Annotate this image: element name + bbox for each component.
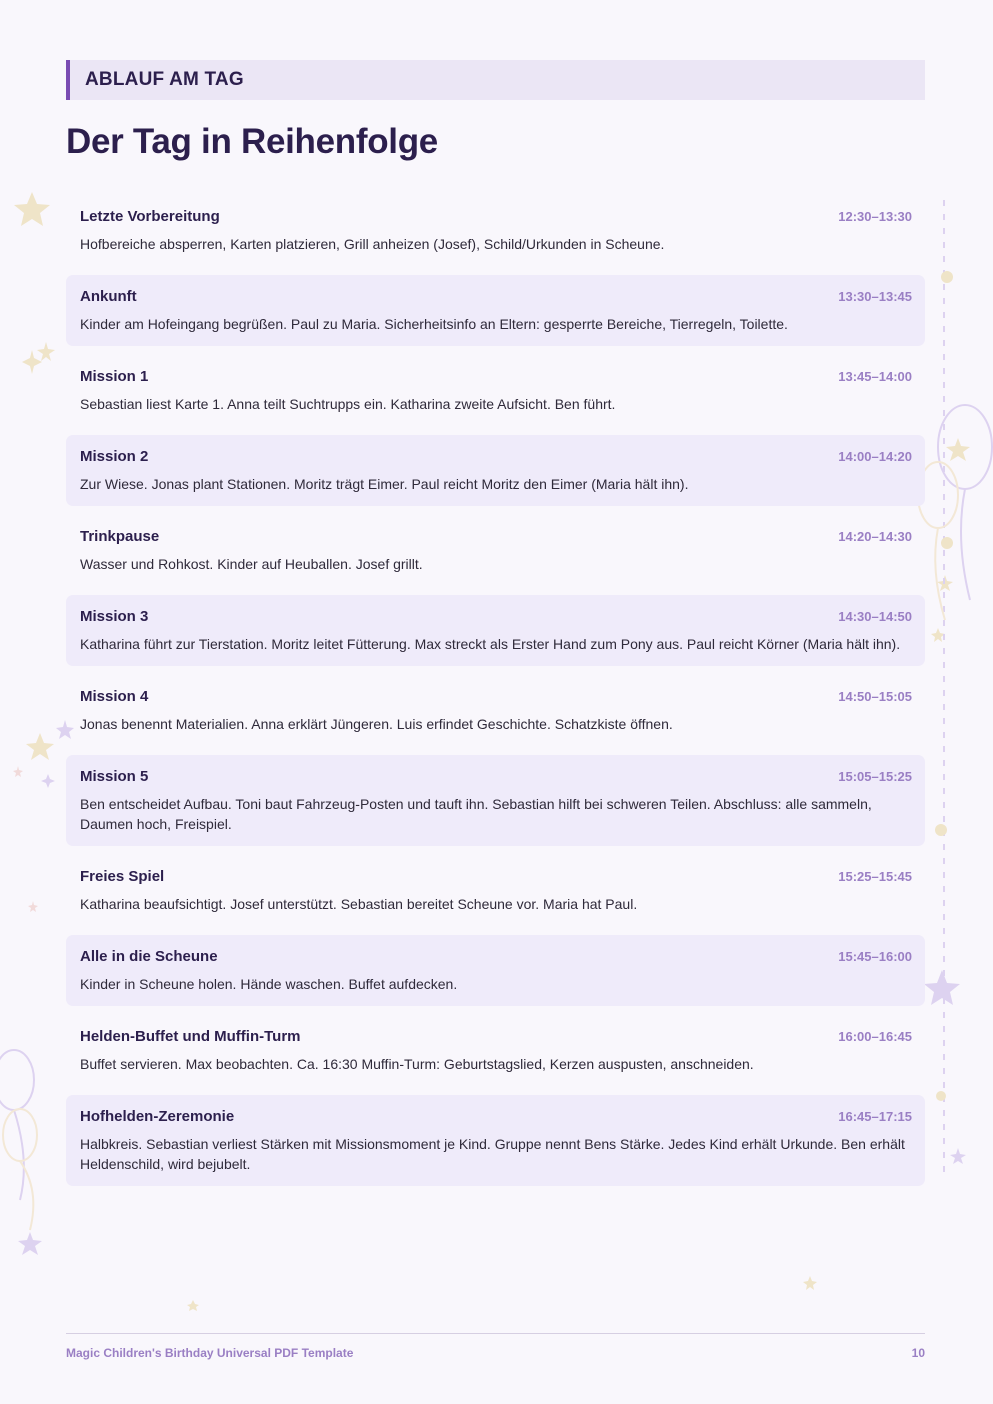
item-description: Buffet servieren. Max beobachten. Ca. 16:30 Muffin-Turm: Geburtstagslied, Kerzen auspusten, anschneiden. bbox=[80, 1056, 754, 1072]
star-icon bbox=[950, 1148, 966, 1164]
item-title: Mission 5 bbox=[80, 768, 149, 785]
footer-template-name: Magic Children's Birthday Universal PDF Template bbox=[66, 1346, 354, 1360]
item-time: 13:45–14:00 bbox=[838, 369, 912, 384]
schedule-item bbox=[66, 515, 925, 586]
item-time: 14:50–15:05 bbox=[838, 689, 912, 704]
item-title: Mission 2 bbox=[80, 448, 149, 465]
item-title: Freies Spiel bbox=[80, 868, 165, 885]
star-icon bbox=[931, 628, 945, 642]
star-icon bbox=[26, 733, 54, 760]
schedule-item bbox=[66, 755, 925, 846]
item-description: Wasser und Rohkost. Kinder auf Heuballen. Josef grillt. bbox=[80, 556, 423, 572]
star-icon bbox=[924, 970, 960, 1005]
star-icon bbox=[14, 192, 50, 226]
schedule-item bbox=[66, 935, 925, 1006]
star-icon bbox=[803, 1276, 817, 1290]
item-time: 14:00–14:20 bbox=[838, 449, 912, 464]
balloon-icon bbox=[938, 405, 992, 600]
item-description: Hofbereiche absperren, Karten platzieren, Grill anheizen (Josef), Schild/Urkunden in Scheune. bbox=[80, 236, 665, 252]
schedule-item bbox=[66, 675, 925, 746]
item-description: Katharina beaufsichtigt. Josef unterstützt. Sebastian bereitet Scheune vor. Maria hat Paul. bbox=[80, 896, 638, 912]
schedule-item bbox=[66, 595, 925, 666]
star-icon bbox=[41, 774, 55, 788]
balloon-icon bbox=[3, 1109, 37, 1230]
item-description: Zur Wiese. Jonas plant Stationen. Moritz trägt Eimer. Paul reicht Moritz den Eimer (Maria hält ihn). bbox=[80, 476, 689, 492]
item-time: 14:30–14:50 bbox=[838, 609, 912, 624]
item-time: 15:05–15:25 bbox=[838, 769, 912, 784]
schedule-item bbox=[66, 195, 925, 266]
item-title: Mission 4 bbox=[80, 688, 149, 705]
item-description: Jonas benennt Materialien. Anna erklärt Jüngeren. Luis erfindet Geschichte. Schatzkiste öffnen. bbox=[80, 716, 673, 732]
star-icon bbox=[22, 350, 42, 374]
schedule-item bbox=[66, 355, 925, 426]
balloon-icon bbox=[0, 1050, 34, 1200]
item-title: Mission 1 bbox=[80, 368, 149, 385]
star-icon bbox=[187, 1300, 199, 1311]
section-header-bar bbox=[66, 60, 925, 100]
page-number: 10 bbox=[911, 1346, 925, 1360]
item-title: Letzte Vorbereitung bbox=[80, 208, 220, 225]
schedule-item bbox=[66, 1095, 925, 1186]
item-description: Kinder am Hofeingang begrüßen. Paul zu Maria. Sicherheitsinfo an Eltern: gesperrte Bereiche, Tierregeln, Toilette. bbox=[80, 316, 788, 332]
item-description: Halbkreis. Sebastian verliest Stärken mit Missionsmoment je Kind. Gruppe nennt Bens Stärke. Jedes Kind erhält Urkunde. Ben erhält Heldenschild, wird bejubelt. bbox=[80, 1136, 905, 1172]
item-description: Sebastian liest Karte 1. Anna teilt Suchtrupps ein. Katharina zweite Aufsicht. Ben führt. bbox=[80, 396, 616, 412]
star-icon bbox=[937, 575, 953, 591]
star-icon bbox=[18, 1232, 42, 1255]
item-title: Hofhelden-Zeremonie bbox=[80, 1108, 235, 1125]
item-description: Kinder in Scheune holen. Hände waschen. Buffet aufdecken. bbox=[80, 976, 458, 992]
item-time: 12:30–13:30 bbox=[838, 209, 912, 224]
schedule-item bbox=[66, 855, 925, 926]
item-title: Mission 3 bbox=[80, 608, 149, 625]
item-time: 16:00–16:45 bbox=[838, 1029, 912, 1044]
item-title: Alle in die Scheune bbox=[80, 948, 218, 965]
item-title: Trinkpause bbox=[80, 528, 160, 545]
item-time: 15:45–16:00 bbox=[838, 949, 912, 964]
star-icon bbox=[946, 438, 970, 461]
section-label: ABLAUF AM TAG bbox=[85, 69, 244, 90]
item-time: 13:30–13:45 bbox=[838, 289, 912, 304]
page-title: Der Tag in Reihenfolge bbox=[66, 122, 438, 161]
item-description: Ben entscheidet Aufbau. Toni baut Fahrzeug-Posten und tauft ihn. Sebastian hilft bei schweren Teilen. Abschluss: alle sammeln, Daumen hoch, Freispiel. bbox=[80, 796, 872, 832]
item-time: 16:45–17:15 bbox=[838, 1109, 912, 1124]
item-title: Ankunft bbox=[80, 288, 137, 305]
footer-divider bbox=[66, 1333, 925, 1334]
star-icon bbox=[13, 766, 23, 777]
schedule-item bbox=[66, 1015, 925, 1086]
item-time: 15:25–15:45 bbox=[838, 869, 912, 884]
schedule-item bbox=[66, 275, 925, 346]
item-title: Helden-Buffet und Muffin-Turm bbox=[80, 1028, 301, 1045]
star-icon bbox=[37, 342, 55, 361]
star-icon bbox=[28, 901, 38, 912]
schedule-item bbox=[66, 435, 925, 506]
item-description: Katharina führt zur Tierstation. Moritz leitet Fütterung. Max streckt als Erster Hand zum Pony aus. Paul reicht Körner (Maria hält ihn). bbox=[80, 636, 901, 652]
item-time: 14:20–14:30 bbox=[838, 529, 912, 544]
schedule-list bbox=[66, 195, 925, 1195]
